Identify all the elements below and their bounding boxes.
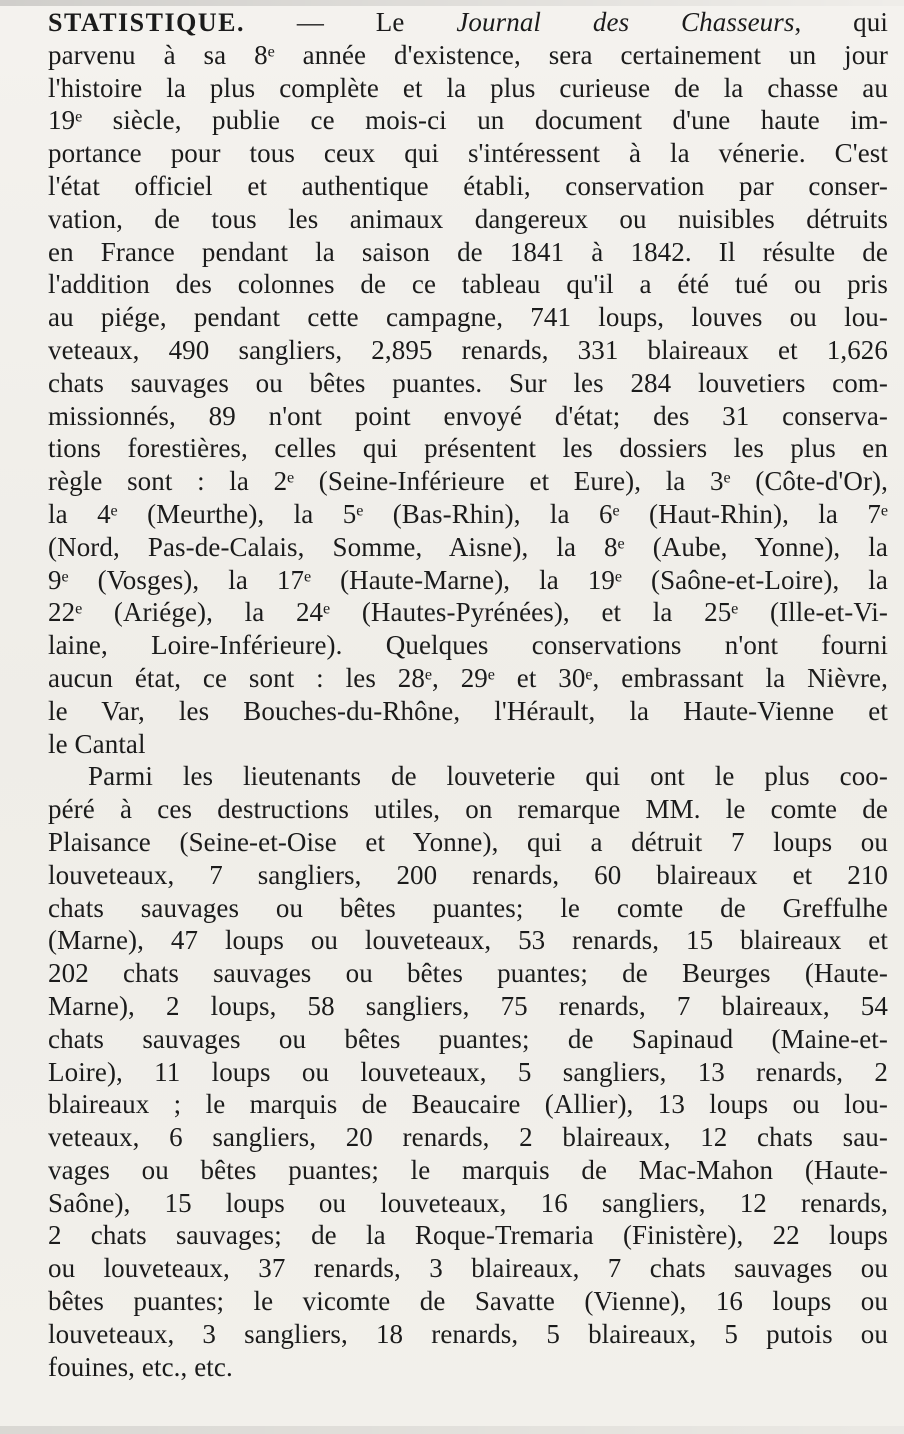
text-line: chats sauvages ou bêtes puantes; de Sapinaud (Maine-et- bbox=[48, 1023, 888, 1054]
text-line: 9ᵉ (Vosges), la 17ᵉ (Haute-Marne), la 19ᵉ (Saône-et-Loire), la bbox=[48, 564, 888, 595]
article-heading: STATISTIQUE. bbox=[48, 8, 245, 37]
text-line: le Cantal bbox=[48, 728, 146, 759]
text-line: au piége, pendant cette campagne, 741 loups, louves ou lou- bbox=[48, 302, 888, 333]
paragraph-2 bbox=[48, 760, 888, 1383]
text-line: Marne), 2 loups, 58 sangliers, 75 renards, 7 blaireaux, 54 bbox=[48, 990, 888, 1021]
text-line: 22ᵉ (Ariége), la 24ᵉ (Hautes-Pyrénées), et la 25ᵉ (Ille-et-Vi- bbox=[48, 597, 888, 628]
text-line: louveteaux, 3 sangliers, 18 renards, 5 blaireaux, 5 putois ou bbox=[48, 1318, 888, 1349]
text-line: l'état officiel et authentique établi, conservation par conser- bbox=[48, 170, 888, 201]
text-line: 19ᵉ siècle, publie ce mois-ci un document d'une haute im- bbox=[48, 105, 888, 136]
text-line: 2 chats sauvages; de la Roque-Tremaria (Finistère), 22 loups bbox=[48, 1220, 888, 1251]
text-line: aucun état, ce sont : les 28ᵉ, 29ᵉ et 30ᵉ, embrassant la Nièvre, bbox=[48, 662, 888, 693]
text-line: veteaux, 490 sangliers, 2,895 renards, 331 blaireaux et 1,626 bbox=[48, 334, 888, 365]
text-line: (Marne), 47 loups ou louveteaux, 53 renards, 15 blaireaux et bbox=[48, 925, 888, 956]
text-line: portance pour tous ceux qui s'intéressent à la vénerie. C'est bbox=[48, 138, 888, 169]
text-line: tions forestières, celles qui présentent les dossiers les plus en bbox=[48, 433, 888, 464]
text-line: péré à ces destructions utiles, on remarque MM. le comte de bbox=[48, 794, 888, 825]
text-line: (Nord, Pas-de-Calais, Somme, Aisne), la 8ᵉ (Aube, Yonne), la bbox=[48, 531, 888, 562]
text-line: vation, de tous les animaux dangereux ou nuisibles détruits bbox=[48, 203, 888, 234]
text-line: laine, Loire-Inférieure). Quelques conservations n'ont fourni bbox=[48, 630, 888, 661]
text-line: le Var, les Bouches-du-Rhône, l'Hérault, la Haute-Vienne et bbox=[48, 695, 888, 726]
heading-separator: — Le bbox=[244, 7, 457, 37]
text-line: la 4ᵉ (Meurthe), la 5ᵉ (Bas-Rhin), la 6ᵉ (Haut-Rhin), la 7ᵉ bbox=[48, 498, 888, 529]
text-line: l'addition des colonnes de ce tableau qu'il a été tué ou pris bbox=[48, 269, 888, 300]
bottom-edge bbox=[0, 1426, 904, 1434]
text-line: parvenu à sa 8ᵉ année d'existence, sera certainement un jour bbox=[48, 39, 888, 70]
text-line: l'histoire la plus complète et la plus curieuse de la chasse au bbox=[48, 72, 888, 103]
text-line: bêtes puantes; le vicomte de Savatte (Vienne), 16 loups ou bbox=[48, 1286, 888, 1317]
text-line: veteaux, 6 sangliers, 20 renards, 2 blaireaux, 12 chats sau- bbox=[48, 1122, 888, 1153]
text-line: Plaisance (Seine-et-Oise et Yonne), qui a détruit 7 loups ou bbox=[48, 826, 888, 857]
text-line: louveteaux, 7 sangliers, 200 renards, 60 blaireaux et 210 bbox=[48, 859, 888, 890]
text-line: Saône), 15 loups ou louveteaux, 16 sangliers, 12 renards, bbox=[48, 1187, 888, 1218]
text-line: blaireaux ; le marquis de Beaucaire (Allier), 13 loups ou lou- bbox=[48, 1089, 888, 1120]
text-line: ou louveteaux, 37 renards, 3 blaireaux, 7 chats sauvages ou bbox=[48, 1253, 888, 1284]
article bbox=[48, 6, 888, 1383]
text-line: fouines, etc., etc. bbox=[48, 1351, 233, 1382]
paragraph-1 bbox=[48, 39, 888, 761]
text-line: en France pendant la saison de 1841 à 1842. Il résulte de bbox=[48, 236, 888, 267]
text-line: chats sauvages ou bêtes puantes. Sur les 284 louvetiers com- bbox=[48, 367, 888, 398]
heading-tail: , qui bbox=[794, 7, 888, 37]
text-line: 202 chats sauvages ou bêtes puantes; de Beurges (Haute- bbox=[48, 958, 888, 989]
article-first-line bbox=[48, 6, 888, 39]
text-line: vages ou bêtes puantes; le marquis de Mac-Mahon (Haute- bbox=[48, 1154, 888, 1185]
text-line: Loire), 11 loups ou louveteaux, 5 sangliers, 13 renards, 2 bbox=[48, 1056, 888, 1087]
text-line: règle sont : la 2ᵉ (Seine-Inférieure et Eure), la 3ᵉ (Côte-d'Or), bbox=[48, 466, 888, 497]
journal-name: Journal des Chasseurs bbox=[456, 7, 795, 37]
text-line: Parmi les lieutenants de louveterie qui ont le plus coo- bbox=[88, 761, 888, 792]
text-line: missionnés, 89 n'ont point envoyé d'état; des 31 conserva- bbox=[48, 400, 888, 431]
text-line: chats sauvages ou bêtes puantes; le comte de Greffulhe bbox=[48, 892, 888, 923]
